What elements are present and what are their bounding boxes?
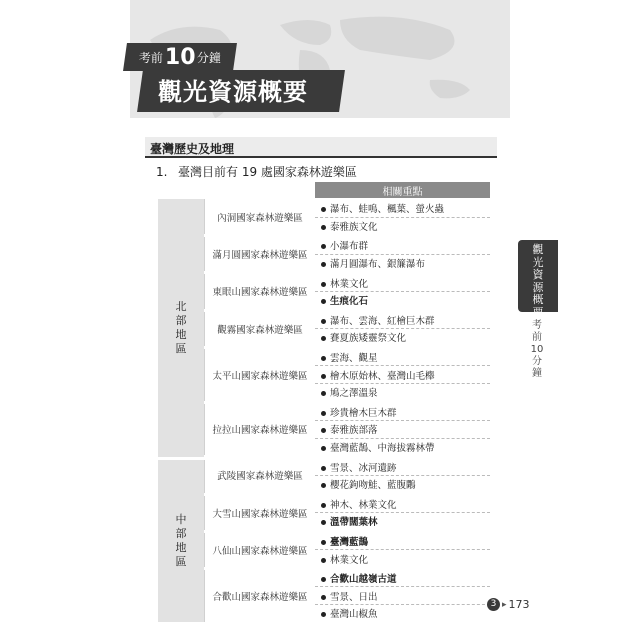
bullet-icon — [321, 391, 326, 396]
bullet-icon — [321, 356, 326, 361]
key-point: 小瀑布群 — [315, 236, 490, 255]
item-text: 臺灣目前有 19 處國家森林遊樂區 — [178, 165, 357, 179]
countdown-badge — [123, 43, 237, 71]
bullet-icon — [321, 577, 326, 582]
key-point: 鳩之澤溫泉 — [315, 383, 490, 402]
table-row — [158, 310, 490, 329]
section-title: 臺灣歷史及地理 — [150, 142, 235, 156]
bullet-icon — [321, 207, 326, 212]
page-number: 173 — [508, 598, 530, 611]
bullet-icon — [321, 446, 326, 451]
side-tab-sublabel: 考前10分鐘 — [530, 320, 544, 379]
park-name: 滿月圓國家森林遊樂區 — [205, 236, 316, 273]
chapter-number: 3 — [487, 598, 500, 611]
key-point: 雲海、觀星 — [315, 347, 490, 366]
bullet-icon — [321, 612, 326, 617]
key-point: 賽夏族矮靈祭文化 — [315, 329, 490, 348]
table-row — [158, 402, 490, 421]
arrow-right-icon: ▸ — [502, 599, 507, 610]
key-point: 臺灣藍鵲 — [315, 531, 490, 550]
bullet-icon — [321, 299, 326, 304]
section-divider — [145, 156, 497, 158]
badge-suffix: 分鐘 — [197, 50, 222, 65]
park-name: 八仙山國家森林遊樂區 — [205, 531, 316, 568]
park-name: 內洞國家森林遊樂區 — [205, 199, 316, 236]
item-number: 1. — [156, 165, 168, 179]
region-north — [158, 199, 205, 458]
bullet-icon — [321, 483, 326, 488]
table-row — [158, 531, 490, 550]
key-point: 檜木原始林、臺灣山毛櫸 — [315, 366, 490, 384]
bullet-icon — [321, 244, 326, 249]
table-header-row — [158, 182, 490, 199]
region-label: 北部地區 — [175, 299, 187, 355]
key-point: 雪景、冰河遺跡 — [315, 458, 490, 475]
key-point: 林業文化 — [315, 550, 490, 569]
bullet-icon — [321, 336, 326, 341]
forest-park-table — [158, 182, 490, 625]
key-point: 泰雅族文化 — [315, 217, 490, 236]
park-name: 東眼山國家森林遊樂區 — [205, 273, 316, 310]
key-point: 瀑布、蛙鳴、楓葉、螢火蟲 — [315, 199, 490, 217]
table-row — [158, 273, 490, 292]
key-point: 滿月圓瀑布、銀簾瀑布 — [315, 254, 490, 273]
key-point: 櫻花鉤吻鮭、藍腹鷴 — [315, 475, 490, 494]
key-point: 林業文化 — [315, 273, 490, 292]
park-name: 武陵國家森林遊樂區 — [205, 458, 316, 494]
park-name: 大雪山國家森林遊樂區 — [205, 494, 316, 531]
table-row — [158, 199, 490, 217]
bullet-icon — [321, 466, 326, 471]
table-row — [158, 494, 490, 513]
park-name: 合歡山國家森林遊樂區 — [205, 568, 316, 623]
park-name: 觀霧國家森林遊樂區 — [205, 310, 316, 347]
key-point: 神木、林業文化 — [315, 494, 490, 513]
bullet-icon — [321, 520, 326, 525]
list-item — [156, 163, 357, 180]
bullet-icon — [321, 411, 326, 416]
region-label: 中部地區 — [175, 512, 187, 568]
bullet-icon — [321, 428, 326, 433]
key-point: 合歡山越嶺古道 — [315, 568, 490, 587]
bullet-icon — [321, 282, 326, 287]
page-title: 觀光資源概要 — [158, 78, 308, 106]
badge-number: 10 — [164, 44, 196, 70]
key-point: 雪景、日出 — [315, 587, 490, 605]
key-point: 泰雅族部落 — [315, 421, 490, 439]
key-point: 臺灣山椒魚 — [315, 605, 490, 624]
bullet-icon — [321, 262, 326, 267]
key-point: 生痕化石 — [315, 291, 490, 310]
column-header-key-points: 相關重點 — [315, 182, 490, 199]
badge-prefix: 考前 — [138, 50, 163, 65]
bullet-icon — [321, 540, 326, 545]
park-name: 拉拉山國家森林遊樂區 — [205, 402, 316, 457]
bullet-icon — [321, 595, 326, 600]
key-point: 臺灣藍鵲、中海拔霧林帶 — [315, 438, 490, 457]
side-tab-label: 觀光資源概要 — [532, 243, 544, 319]
region-central — [158, 458, 205, 623]
park-name: 太平山國家森林遊樂區 — [205, 347, 316, 402]
bullet-icon — [321, 503, 326, 508]
table-row — [158, 347, 490, 366]
key-point: 瀑布、雲海、紅檜巨木群 — [315, 310, 490, 329]
bullet-icon — [321, 374, 326, 379]
bullet-icon — [321, 558, 326, 563]
table-row — [158, 236, 490, 255]
key-point: 珍貴檜木巨木群 — [315, 402, 490, 421]
table-row — [158, 458, 490, 475]
page-footer — [487, 598, 530, 611]
table-row — [158, 568, 490, 587]
bullet-icon — [321, 225, 326, 230]
key-point: 溫帶闊葉林 — [315, 513, 490, 532]
bullet-icon — [321, 319, 326, 324]
